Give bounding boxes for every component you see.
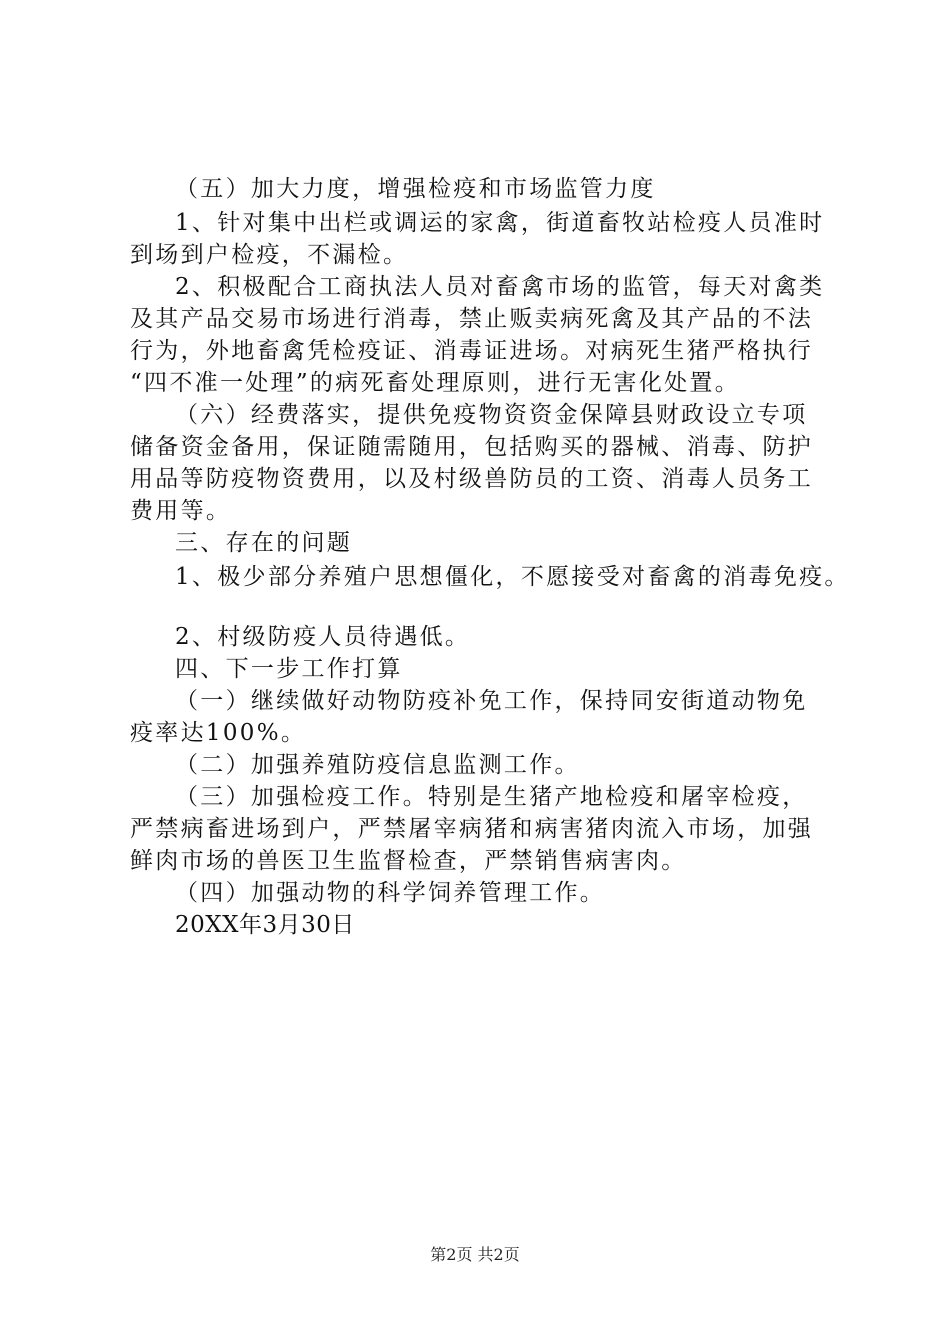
paragraph-line: 行为，外地畜禽凭检疫证、消毒证进场。对病死生猪严格执行 (130, 338, 814, 364)
paragraph-heading-6: （六）经费落实，提供免疫物资资金保障县财政设立专项 (175, 402, 808, 428)
paragraph-line: 及其产品交易市场进行消毒，禁止贩卖病死禽及其产品的不法 (130, 306, 814, 332)
paragraph-heading-3: （三）加强检疫工作。特别是生猪产地检疫和屠宰检疫， (175, 784, 808, 810)
paragraph-heading-5: （五）加大力度，增强检疫和市场监管力度 (175, 176, 656, 202)
section-heading-3: 三、存在的问题 (175, 530, 353, 556)
paragraph-line: 1、极少部分养殖户思想僵化，不愿接受对畜禽的消毒免疫。 (175, 564, 850, 590)
section-heading-4: 四、下一步工作打算 (175, 656, 403, 682)
paragraph-line: 2、积极配合工商执法人员对畜禽市场的监管，每天对禽类 (175, 274, 825, 300)
paragraph-line: 1、针对集中出栏或调运的家禽，街道畜牧站检疫人员准时 (175, 210, 825, 236)
page-footer: 第2页 共2页 (430, 1245, 520, 1264)
paragraph-line: 2、村级防疫人员待遇低。 (175, 624, 471, 650)
paragraph-line: 严禁病畜进场到户，严禁屠宰病猪和病害猪肉流入市场，加强 (130, 816, 814, 842)
paragraph-line: 到场到户检疫，不漏检。 (130, 242, 409, 268)
paragraph-heading-1: （一）继续做好动物防疫补免工作，保持同安街道动物免 (175, 688, 808, 714)
paragraph-line: “四不准一处理”的病死畜处理原则，进行无害化处置。 (130, 370, 741, 396)
paragraph-line: 鲜肉市场的兽医卫生监督检查，严禁销售病害肉。 (130, 848, 687, 874)
paragraph-line: 储备资金备用，保证随需随用，包括购买的器械、消毒、防护 (130, 434, 814, 460)
paragraph-line: 用品等防疫物资费用，以及村级兽防员的工资、消毒人员务工 (130, 466, 814, 492)
paragraph-heading-2: （二）加强养殖防疫信息监测工作。 (175, 752, 580, 778)
paragraph-line: 费用等。 (130, 498, 232, 524)
paragraph-heading-4: （四）加强动物的科学饲养管理工作。 (175, 880, 606, 906)
paragraph-line: 疫率达100%。 (130, 720, 307, 746)
document-date: 20XX年3月30日 (175, 912, 355, 938)
